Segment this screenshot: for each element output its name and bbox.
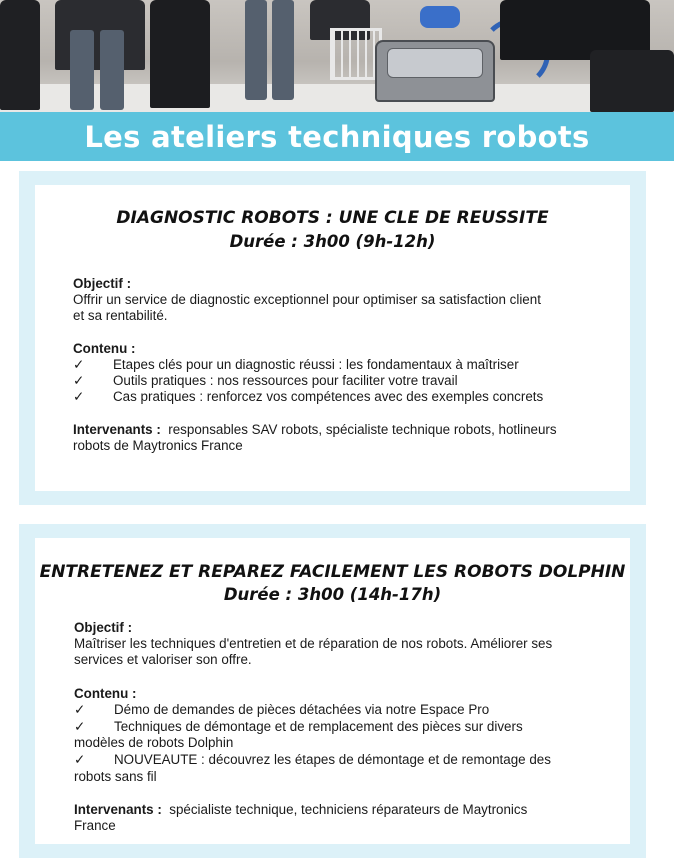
intervenants-text: robots de Maytronics France	[73, 438, 243, 453]
workshop-title: ENTRETENEZ ET REPAREZ FACILEMENT LES ROBOTS DOLPHIN	[39, 562, 626, 582]
objectif-text: et sa rentabilité.	[73, 308, 168, 323]
list-item: ✓ NOUVEAUTE : découvrez les étapes de démontage et de remontage des	[74, 752, 551, 767]
intervenants-label: Intervenants :	[73, 422, 161, 437]
objectif-label: Objectif :	[73, 276, 132, 291]
list-item: ✓ Etapes clés pour un diagnostic réussi : les fondamentaux à maîtriser	[73, 357, 519, 372]
check-icon: ✓	[74, 719, 86, 734]
person-legs	[272, 0, 294, 100]
person-legs	[70, 30, 94, 110]
list-item: ✓ Démo de demandes de pièces détachées via notre Espace Pro	[74, 702, 490, 717]
contenu-label: Contenu :	[73, 341, 136, 356]
list-item: ✓ Outils pratiques : nos ressources pour faciliter votre travail	[73, 373, 458, 388]
intervenants-text: Intervenants : spécialiste technique, techniciens réparateurs de Maytronics	[74, 802, 528, 817]
objectif-text: Offrir un service de diagnostic exceptionnel pour optimiser sa satisfaction client	[73, 292, 541, 307]
person-silhouette	[0, 0, 40, 110]
workshop-duration: Durée : 3h00 (14h-17h)	[223, 585, 442, 604]
intervenants-text: France	[74, 818, 116, 833]
pool-robot	[375, 40, 495, 102]
intervenants-label: Intervenants :	[74, 802, 162, 817]
check-icon: ✓	[73, 389, 85, 404]
workshop-title: DIAGNOSTIC ROBOTS : UNE CLE DE REUSSITE	[116, 208, 549, 228]
workshop-card-body	[35, 185, 630, 491]
intervenants-text: Intervenants : responsables SAV robots, spécialiste technique robots, hotlineurs	[73, 422, 557, 437]
workshop-duration: Durée : 3h00 (9h-12h)	[229, 232, 436, 251]
objectif-text: services et valoriser son offre.	[74, 652, 252, 667]
list-item-continuation: robots sans fil	[74, 769, 157, 784]
person-legs	[100, 30, 124, 110]
check-icon: ✓	[74, 752, 86, 767]
check-icon: ✓	[73, 357, 85, 372]
workshop-card-body	[35, 538, 630, 844]
page-title: Les ateliers techniques robots	[84, 119, 590, 154]
check-icon: ✓	[73, 373, 85, 388]
contenu-label: Contenu :	[74, 686, 137, 701]
workshop-card	[19, 171, 646, 505]
check-icon: ✓	[74, 702, 86, 717]
section-banner	[0, 112, 674, 161]
person-silhouette	[150, 0, 210, 108]
person-silhouette	[590, 50, 674, 112]
objectif-label: Objectif :	[74, 620, 133, 635]
person-legs	[245, 0, 267, 100]
list-item-continuation: modèles de robots Dolphin	[74, 735, 234, 750]
list-item: ✓ Techniques de démontage et de remplacement des pièces sur divers	[74, 719, 523, 734]
list-item: ✓ Cas pratiques : renforcez vos compétences avec des exemples concrets	[73, 389, 544, 404]
workshop-card	[19, 524, 646, 858]
objectif-text: Maîtriser les techniques d'entretien et de réparation de nos robots. Améliorer ses	[74, 636, 553, 651]
person-hand	[420, 6, 460, 28]
hero-photo	[0, 0, 674, 112]
